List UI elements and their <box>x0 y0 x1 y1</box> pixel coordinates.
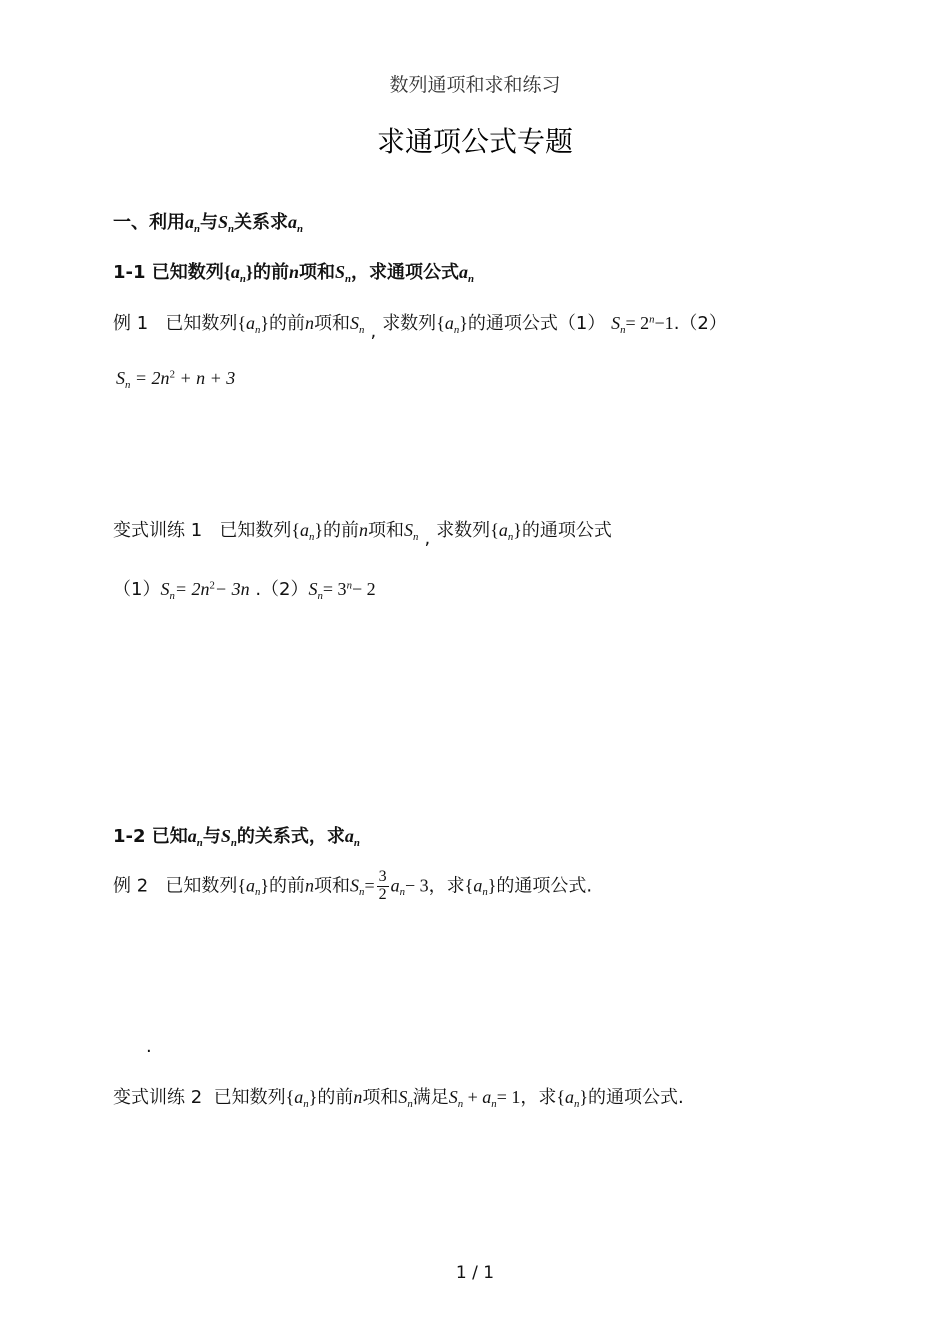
section-heading-1: 一、利用$a_n$与$S_n$关系求$a_n$ <box>113 212 304 235</box>
example-1-text: 例 1 已知数列$\{a_n\}$的前n项和$S_n$ , 求数列$\{a_n\}$的通项公式（1） $S_n= 2^n-1.(2)$ <box>113 313 727 342</box>
page-number: 1 / 1 <box>455 1263 495 1283</box>
page-header: 数列通项和求和练习 <box>389 74 561 96</box>
subsection-heading-1-2: 1-2 已知$a_n$与$S_n$的关系式，求$a_n$ <box>113 826 360 849</box>
example-2-text: 例 2 已知数列$\{a_n\}$的前n项和$S_n=$ $\frac{3}{2}$ $a_n- 3$，求$\{a_n\}$的通项公式. <box>113 868 593 903</box>
variant-1-formulas: $(1)S_n= 2n^2- 3n$ $.(2)S_n= 3^n- 2$ <box>113 579 376 602</box>
page-title: 求通项公式专题 <box>376 125 573 158</box>
example-1-formula-2: $S_n = 2n^2 + n + 3$ <box>116 368 236 391</box>
variant-1-text: 变式训练 1 已知数列$\{a_n\}$的前n项和$S_n$ , 求数列$\{a_n\}$的通项公式 <box>113 520 612 549</box>
variant-2-text: 变式训练 2 已知数列$\{a_n\}$的前n项和$S_n$满足$S_n + a_n= 1$，求$\{a_n\}$的通项公式. <box>113 1087 684 1110</box>
fraction: $\frac{3}{2}$ <box>378 868 387 903</box>
stray-dot: . <box>146 1036 152 1057</box>
subsection-heading-1-1: 1-1 已知数列$\{a_n\}$的前n项和$S_n$，求通项公式$a_n$ <box>113 262 475 285</box>
